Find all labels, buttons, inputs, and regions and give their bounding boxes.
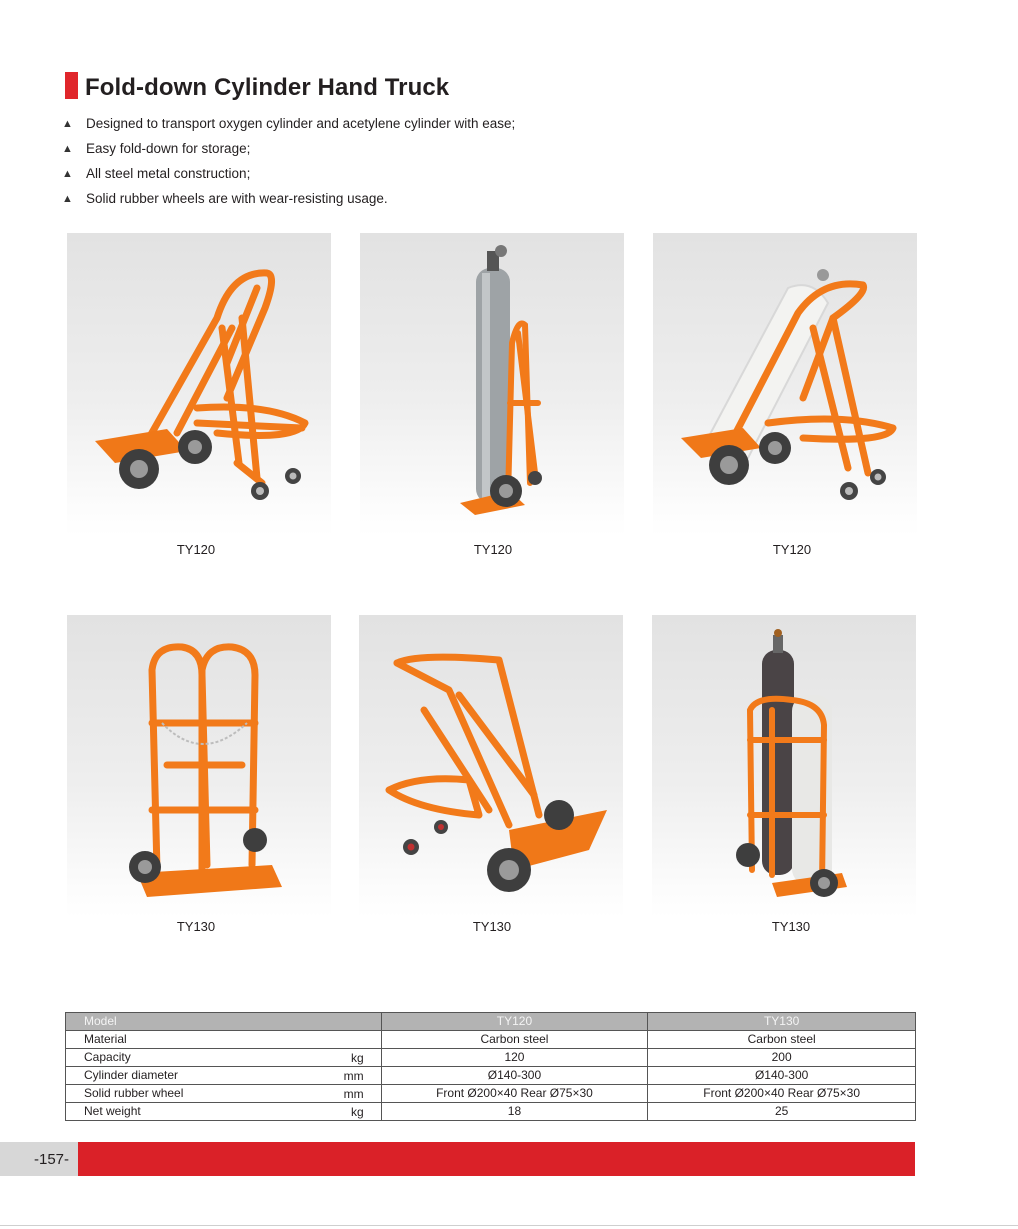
table-row [66,1049,916,1067]
table-cell: Capacity kg [66,1049,382,1067]
footer-red-band [78,1142,915,1176]
photo-caption: TY120 [473,542,513,557]
photo-caption: TY130 [176,919,216,934]
photo-caption: TY130 [472,919,512,934]
triangle-bullet-icon: ▲ [62,143,73,155]
hand-truck-illustration [67,233,331,536]
table-row [66,1067,916,1085]
product-photo-ty120-cylinder [360,233,624,536]
feature-item: ▲ Easy fold-down for storage; [62,139,515,164]
title-accent-bar [65,72,78,99]
triangle-bullet-icon: ▲ [62,118,73,130]
table-header-cell: Model [66,1013,382,1031]
feature-item: ▲ Designed to transport oxygen cylinder and acetylene cylinder with ease; [62,114,515,139]
feature-list [62,114,515,214]
table-header-row [66,1013,916,1031]
feature-item: ▲ Solid rubber wheels are with wear-resisting usage. [62,189,515,214]
page-bottom-divider [0,1225,1018,1226]
hand-truck-illustration [359,615,623,918]
feature-item: ▲ All steel metal construction; [62,164,515,189]
table-cell: Front Ø200×40 Rear Ø75×30 [381,1085,648,1103]
table-cell: Front Ø200×40 Rear Ø75×30 [648,1085,916,1103]
table-cell: Ø140-300 [648,1067,916,1085]
product-photo-ty130-side [359,615,623,918]
table-cell: 120 [381,1049,648,1067]
spec-table [65,1012,916,1121]
product-photo-ty120-white-cylinder [653,233,917,536]
hand-truck-illustration [67,615,331,918]
table-cell: 200 [648,1049,916,1067]
table-cell: Solid rubber wheel mm [66,1085,382,1103]
table-cell: Material [66,1031,382,1049]
photo-caption: TY120 [772,542,812,557]
product-photo-ty130-cylinders [652,615,916,918]
photo-caption: TY120 [176,542,216,557]
table-cell: Carbon steel [648,1031,916,1049]
table-row [66,1103,916,1121]
table-row [66,1085,916,1103]
table-cell: 18 [381,1103,648,1121]
page-title: Fold-down Cylinder Hand Truck [85,74,450,101]
table-row [66,1031,916,1049]
table-cell: 25 [648,1103,916,1121]
table-cell: Cylinder diameter mm [66,1067,382,1085]
table-cell: Ø140-300 [381,1067,648,1085]
table-header-cell: TY120 [381,1013,648,1031]
table-header-cell: TY130 [648,1013,916,1031]
hand-truck-illustration [653,233,917,536]
hand-truck-illustration [360,233,624,536]
hand-truck-illustration [652,615,916,918]
page-number: -157- [34,1151,70,1168]
triangle-bullet-icon: ▲ [62,168,73,180]
photo-caption: TY130 [771,919,811,934]
table-cell: Net weight kg [66,1103,382,1121]
product-photo-ty120-empty [67,233,331,536]
triangle-bullet-icon: ▲ [62,193,73,205]
table-cell: Carbon steel [381,1031,648,1049]
product-photo-ty130-front [67,615,331,918]
